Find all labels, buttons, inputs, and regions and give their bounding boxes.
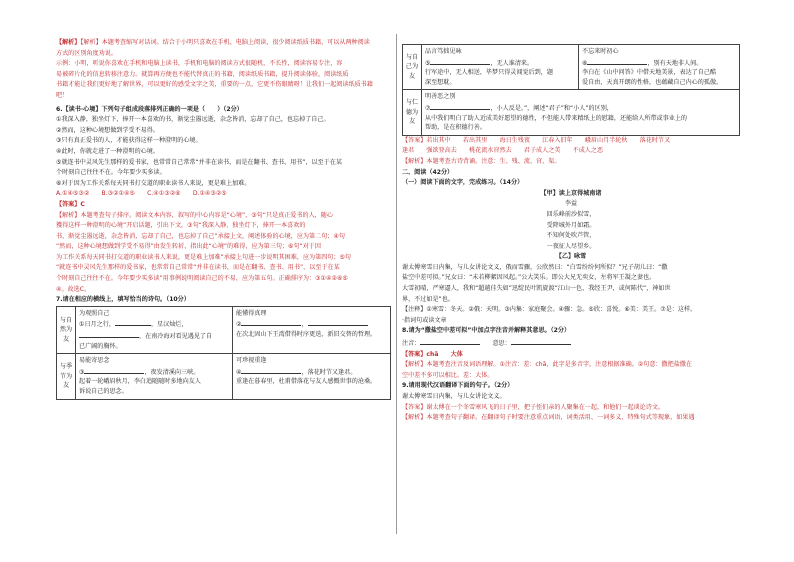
- option-line: ①我深入静，独坐灯下，捧开一本喜欢的书，渐觉尘嚣远逝，杂念皆消，忘却了自己，也忘掉了自己。: [56, 116, 330, 124]
- explain-7: 【解析】本题考查古诗背诵。注意：生、残、流、窅、渠。: [402, 157, 561, 165]
- option-line: ④此时，你就走进了一种澄明的心境。: [56, 147, 159, 155]
- explain-line: “就连书中灵风先生那样的爱书家，也常常自己常常“并非在读书，而是在翻书、查书、用书”，以至于在某: [56, 264, 340, 272]
- answer-blank[interactable]: [430, 57, 490, 65]
- right-column: 与自己为友 品言笃拙见咏 ⑤ ，无人谁清来。 行军途中，无人相送，毕梦只得灵闻觉后到，题 深至想耽。 不忘来时初心 ⑥ ，别有天地非人间。 李白在《山中问答》中借天地美景，表达了自己酷 爱自由，天真开朗的性格，也蕴藏自己内心的孤傲。 与仁德为友 明善恶之别 ⑦ ，小人反是。”，阐述“君子”和“小人”的区别， 从中我们明白了助人近成美好愿望的德性，不但能人带来精纸上的慰籍，还能给人所带或事业上的 帮助，是在积德行善。 【答案】若出其中 若出其里 海日生残夜 江春入旧年 峨眉山月半轮秋 落花时节又 逢君 强欲登高去 桃花流水窅然去 君子成人之美 不成人之恶 【解析】本题考查古诗背诵。注意：生、残、流、窅、渠。 二、阅读（42分） （一）阅读下面的文字，完成练习。（14分） 【甲】读上京得城南诸 李益 回乐峰前沙似雪， 受降城外月如霜。 不知何处吹芦管， 一夜征人尽望乡。 【乙】咏雪 谢太傅寒雪日内集，与儿女讲论文义，俄而雪骤，公欣然曰：“白雪纷纷何所似？”兄子胡儿曰：“撒 盐空中差可拟。”兄女曰：“未若柳絮因风起。”公大笑乐。即公大兄无奕女，左将军王凝之妻也。 大雪初晴，严寒逼人，我和“超越佳失如”迅绽民叶凯旋渡”江山一色，我经王尹，或何陈代”，神如世 界，不过如是”也。 【注释】①寒雪：冬天。②俄：天明。③内集：家庭聚会。④骤：急。⑤欣：喜悦。⑥美：美王。⑦是：这样。 ·指词句或读文章 8.请为“撒盐空中差可拟”中加点字注音并解释其意思。（2分） 注音： 意思： 【答案】chā 大体 【解析】本题考查注音及词语理解。①注音：差：chā，此字是多音字，注意根据准确。②句意：撒把盐撒在 空中差不多可以相比。差：大体。 9.请用现代汉语翻译下面的句子。（2分） 谢太傅寒雪日内集，与儿女讲论文义。 【答案】谢太傅在一个冬雪寒风飞的日子里，把子侄们亲的人聚集在一起，和他们一起谈论诗文。 【解析】本题考查句子翻译。在翻译句子时要注意重点词语，词类活用、一词多义、特殊句式等现象，如果遇: [402, 44, 740, 424]
- answer-blank[interactable]: [308, 318, 368, 326]
- section-title: 二、阅读（42分）: [402, 168, 454, 176]
- prose-line: 谢太傅寒雪日内集，与儿女讲论文义，俄而雪骤，公欣然曰：“白雪纷纷何所似？”兄子胡儿曰：“撒: [402, 263, 668, 271]
- answer-9: 【答案】谢太傅在一个冬雪寒风飞的日子里，把子侄们亲的人聚集在一起，和他们一起谈论诗文。: [402, 403, 665, 411]
- option-line: ⑥对于因为工作关系每天同书打交道的职业读书人来说，更是难上加难。: [56, 179, 251, 187]
- row-label: 与仁德为友: [403, 90, 422, 135]
- explain-line: 【解析】本题考查句子排序。阅读文本内容，叙写的中心内容是“心境”，③句“只是真正爱书的人，随心: [56, 211, 333, 219]
- prose-line: 大雪初晴，严寒逼人，我和“超越佳失如”迅绽民叶凯旋渡”江山一色，我经王尹，或何陈代”，神如世: [402, 285, 671, 293]
- answer-blank[interactable]: [511, 337, 571, 345]
- table-cell: 易能寄思念 ③ ，夜发清溪向三峡。 起着一轮峨眉秋月，李白追随随时多地向友人 诉说自己的思念。: [76, 354, 233, 399]
- example-line: 示例：小明，听说你喜欢在手机和电脑上读书，手机和电脑的阅读方式很随机，不长性，阅读容易专注，容: [56, 60, 343, 68]
- poem-fill-table-left: [56, 306, 391, 400]
- explain-line: ④。故选C。: [56, 285, 91, 293]
- notes-tail: ·指词句或读文章: [402, 316, 447, 324]
- question-9-text: 谢太傅寒雪日内集，与儿女讲论文义。: [402, 393, 506, 400]
- notes: 【注释】①寒雪：冬天。②俄：天明。③内集：家庭聚会。④骤：急。⑤欣：喜悦。⑥美：美王。⑦是：这样。: [402, 306, 697, 314]
- option-line: ②然而，这种心境想做到学受不易得。: [56, 126, 159, 134]
- row-label: 与季节为友: [57, 354, 76, 399]
- table-cell: 品言笃拙见咏 ⑤ ，无人谁清来。 行军途中，无人相送，毕梦只得灵闻觉后到，题 深至想耽。: [422, 45, 579, 90]
- prose-line: 界，不过如是”也。: [402, 295, 454, 303]
- row-label: 与自然为友: [57, 306, 76, 353]
- analysis-line: 方式的区别角度劝说。: [56, 49, 117, 57]
- explain-line: “然而，这种心境想做到学受不易得”由发生转折，指出此“心境”的难得，应为第三句；⑥句“对于因: [56, 243, 321, 251]
- left-column: [56, 38, 391, 400]
- answer-blank[interactable]: [587, 57, 647, 65]
- row-label: 与自己为友: [403, 45, 422, 90]
- poem-title: 【甲】读上京得城南诸: [540, 189, 602, 197]
- answer-blank[interactable]: [430, 102, 490, 110]
- explain-line: 为工作关系每天同书打交道的职业读书人来说，更是难上加难”承接上句进一步说明其困难，应为第四句；⑤句: [56, 253, 352, 261]
- prose-line: 盐空中差可拟。”兄女曰：“未若柳絮因风起。”公大笑乐。即公大兄无奕女，左将军王凝之妻也。: [402, 274, 656, 282]
- answer-blank[interactable]: [420, 337, 480, 345]
- answer-7: 【答案】若出其中 若出其里 海日生残夜 江春入旧年 峨眉山月半轮秋 落花时节又: [402, 136, 671, 144]
- option-line: ⑤就连书中灵风先生那样的爱书家，也常常自己常常“并非在读书，而是在翻书、查书、用书”，以至于在某: [56, 158, 342, 166]
- poem-line: 一夜征人尽望乡。: [546, 242, 596, 250]
- analysis-line: 【解析】【解析】本题考查缩写对话词。结合于小明只喜欢在手机、电脑上阅读，很少阅读纸质书籍，可以从两种阅读: [56, 39, 370, 46]
- table-cell: 明善恶之别 ⑦ ，小人反是。”，阐述“君子”和“小人”的区别， 从中我们明白了助人近成美好愿望的德性，不但能人带来精纸上的慰籍，还能给人所带或事业上的 帮助，是在积德行善。: [422, 90, 740, 135]
- poem-line: 不知何处吹芦管，: [546, 232, 596, 240]
- poem-line: 受降城外月如霜。: [546, 221, 596, 229]
- answer-7: 逢君 强欲登高去 桃花流水窅然去 君子成人之美 不成人之恶: [402, 147, 604, 155]
- answer-blank[interactable]: [115, 318, 151, 326]
- question-6: 6.【读书·心境】下列句子组成段落排列正确的一项是（ ）（2分）: [56, 105, 243, 113]
- question-7: 7.请在相应的横线上，填写恰当的诗句。（10分）: [56, 296, 190, 304]
- explain-9: 【解析】本题考查句子翻译。在翻译句子时要注意重点词语，词类活用、一词多义、特殊句式等现象，如果遇: [402, 414, 695, 422]
- answer-blank[interactable]: [241, 366, 301, 374]
- poem-author: 李益: [564, 200, 578, 208]
- table-cell: 为观照自己 ①日月之行， ，星汉灿烂， ，在南冷海对看见遇见了自 已广阔的胸怀。: [76, 306, 233, 353]
- answer-8: 【答案】chā 大体: [402, 350, 463, 358]
- choices: A.①④⑤③② B.③②①④⑤ C.④①③②⑥ D.①④③②⑤: [56, 190, 227, 198]
- answer-6: 【答案】C: [56, 200, 85, 208]
- table-cell: 可珍视重逢 ④ ，落花时节又逢君。 重逢在暮春里，杜甫借落花与友人感慨世事的沧桑。: [233, 354, 391, 399]
- prose-title: 【乙】咏雪: [555, 253, 587, 261]
- poem-fill-table-right: [402, 44, 740, 136]
- example-line: 吧！: [56, 91, 69, 99]
- answer-blank[interactable]: [241, 318, 301, 326]
- table-cell: 不忘来时初心 ⑥ ，别有天地非人间。 李白在《山中问答》中借天地美景，表达了自己酷 爱自由，天真开朗的性格，也蕴藏自己内心的孤傲。: [579, 45, 740, 90]
- subsection-title: （一）阅读下面的文字，完成练习。（14分）: [402, 179, 524, 187]
- answer-blank[interactable]: [79, 330, 139, 338]
- explain-line: 獲得这样一种澄明的心境”开启话题，引出下文，③句“我深入静，独坐灯下，捧开一本喜欢的: [56, 222, 306, 230]
- explain-8: 空中差不多可以相比。差：大体。: [402, 371, 494, 379]
- question-9: 9.请用现代汉语翻译下面的句子。（2分）: [402, 382, 514, 390]
- explain-line: 个时刻自己往往不在。今年要少买多读”用事例说明阅读自己的不易，应为第五句。正确排序为：③①④②⑥⑤: [56, 275, 348, 283]
- option-line: ③只有真正爱书的人，才能获得这样一种澄明的心境。: [56, 137, 202, 145]
- poem-line: 回乐峰前沙似雪，: [546, 210, 596, 218]
- option-line: 个时刻自己往往不在。今年要少买多读。: [56, 169, 166, 177]
- question-8: 8.请为“撒盐空中差可拟”中加点字注音并解释其意思。（2分）: [402, 327, 571, 335]
- explain-8: 【解析】本题考查注音及词语理解。①注音：差：chā，此字是多音字，注意根据准确。②句意：撒把盐撒在: [402, 361, 692, 369]
- answer-blank[interactable]: [84, 366, 144, 374]
- example-line: 书籍才能让我们更好地了解世界，可以更好的感受文字之美，重要的一点，它更不伤眼睛呀！让我们一起阅读纸质书籍: [56, 81, 373, 89]
- example-line: 易被碎片化的信息转移注意力。就算再方便也不能代替真正的书籍，阅读纸质书籍，提升阅读体验，阅读纸质: [56, 70, 349, 78]
- explain-line: 书，渐觉尘嚣远逝，杂念皆消，忘却了自己，也忘掉了自己”承接上文，阐述体验的心境，应为第二句；④句: [56, 232, 345, 240]
- column-divider: [396, 34, 397, 534]
- table-cell: 能懂得真理 ② ， 在次北固山下王湾借得时序更迭、新旧交替的哲理。: [233, 306, 391, 353]
